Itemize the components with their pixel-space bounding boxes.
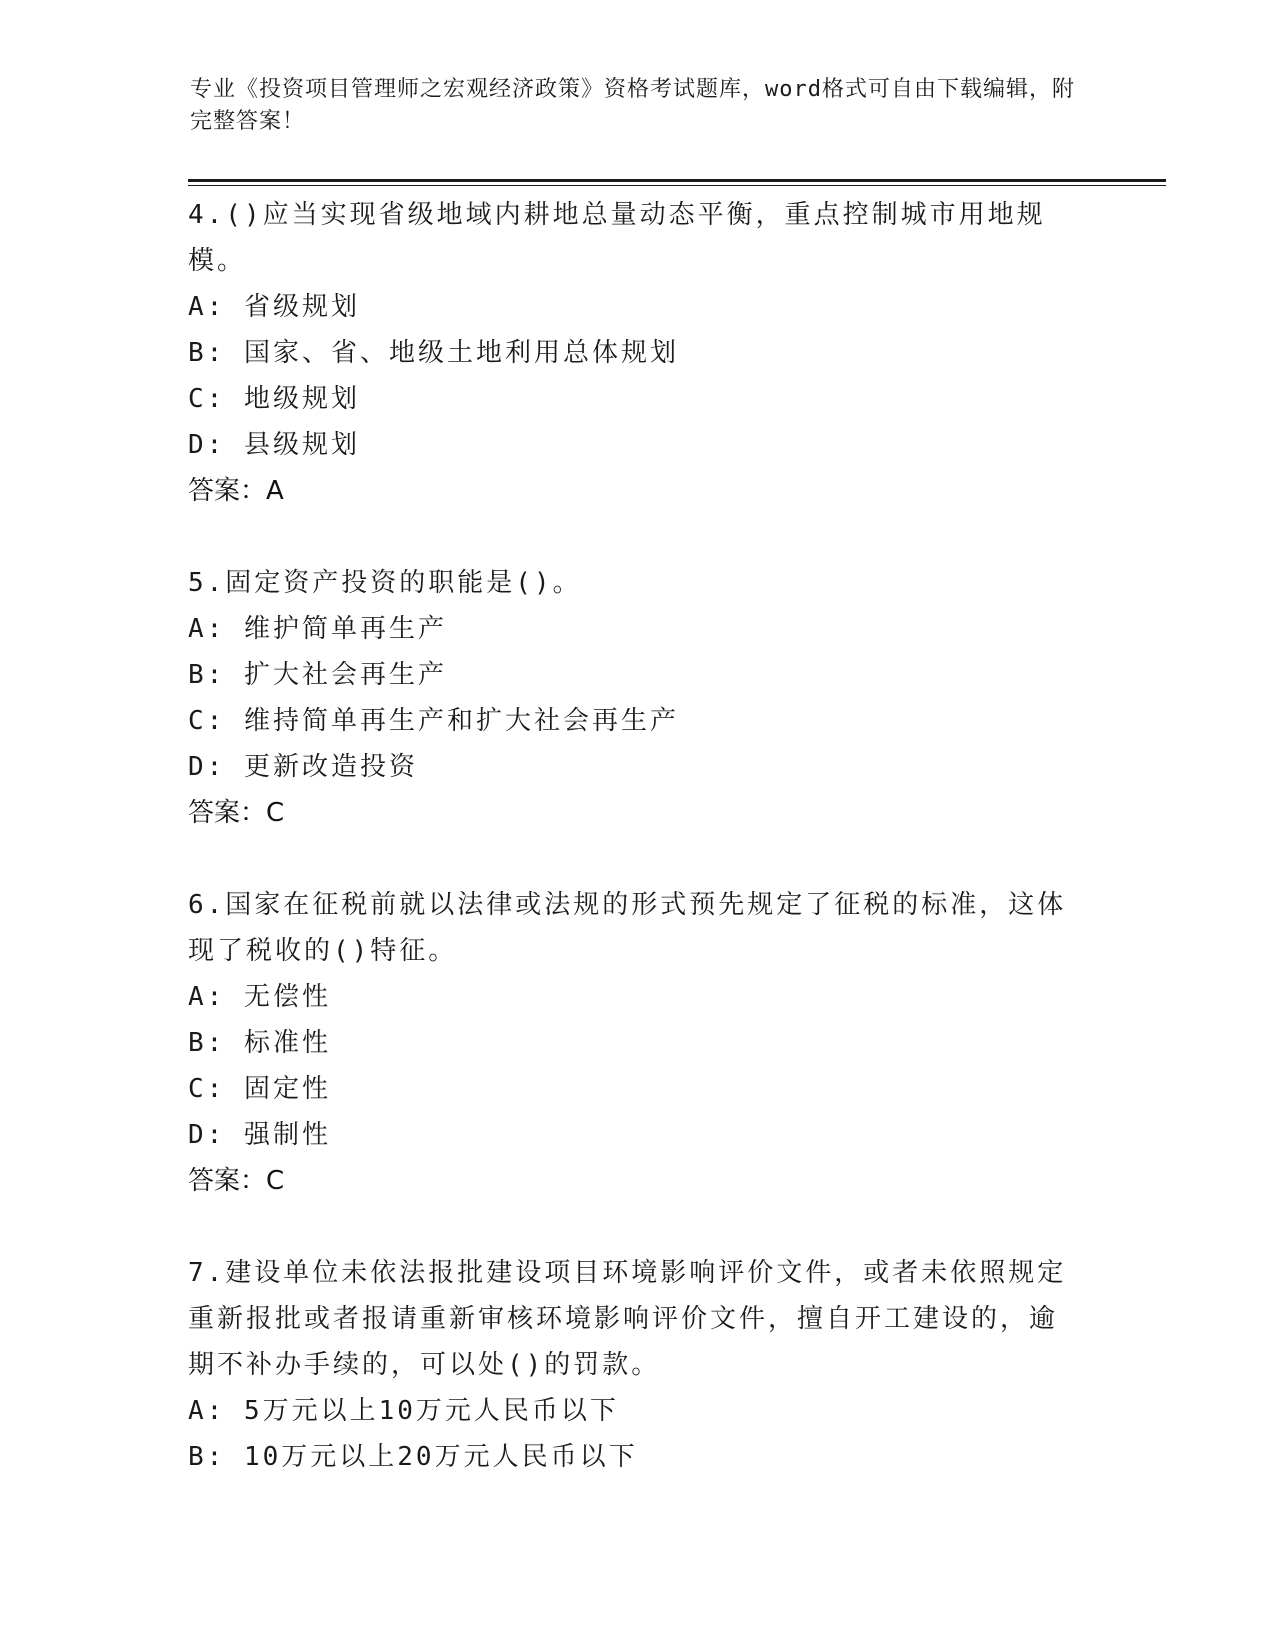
option-c: C: 维持简单再生产和扩大社会再生产 <box>188 706 679 736</box>
question-4 <box>188 192 1068 514</box>
question-spacer <box>188 1204 1068 1250</box>
question-5 <box>188 560 1068 836</box>
answer: 答案：C <box>188 798 285 828</box>
option-b: B: 标准性 <box>188 1028 331 1058</box>
question-stem: 7.建设单位未依法报批建设项目环境影响评价文件，或者未依照规定重新报批或者报请重新审核环境影响评价文件，擅自开工建设的，逾期不补办手续的，可以处()的罚款。 <box>188 1258 1067 1380</box>
document-header: 专业《投资项目管理师之宏观经济政策》资格考试题库，word格式可自由下载编辑，附完整答案！ <box>190 77 1075 134</box>
option-b: B: 国家、省、地级土地利用总体规划 <box>188 338 679 368</box>
question-spacer <box>188 836 1068 882</box>
option-a: A: 5万元以上10万元人民币以下 <box>188 1396 619 1426</box>
option-a: A: 无偿性 <box>188 982 331 1012</box>
question-stem: 5.固定资产投资的职能是()。 <box>188 568 582 598</box>
option-d: D: 县级规划 <box>188 430 360 460</box>
answer: 答案：C <box>188 1166 285 1196</box>
question-stem: 4.()应当实现省级地域内耕地总量动态平衡，重点控制城市用地规模。 <box>188 200 1046 276</box>
option-d: D: 强制性 <box>188 1120 331 1150</box>
option-c: C: 地级规划 <box>188 384 360 414</box>
option-a: A: 维护简单再生产 <box>188 614 447 644</box>
question-6 <box>188 882 1068 1204</box>
question-spacer <box>188 514 1068 560</box>
option-b: B: 扩大社会再生产 <box>188 660 447 690</box>
option-a: A: 省级规划 <box>188 292 360 322</box>
header-divider-thin <box>188 185 1166 186</box>
question-7 <box>188 1250 1068 1480</box>
option-d: D: 更新改造投资 <box>188 752 418 782</box>
header-divider-thick <box>188 179 1166 182</box>
option-c: C: 固定性 <box>188 1074 331 1104</box>
answer: 答案：A <box>188 476 284 506</box>
option-b: B: 10万元以上20万元人民币以下 <box>188 1442 638 1472</box>
question-stem: 6.国家在征税前就以法律或法规的形式预先规定了征税的标准，这体现了税收的()特征。 <box>188 890 1067 966</box>
question-list <box>188 192 1068 1480</box>
